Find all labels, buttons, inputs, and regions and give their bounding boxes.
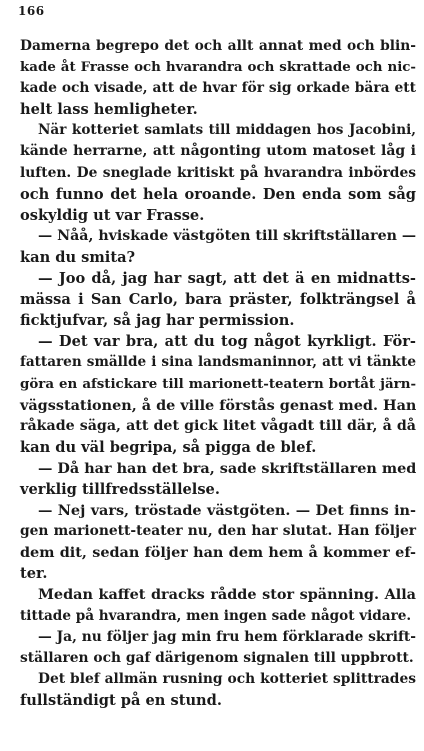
text-line: ter. [20, 565, 48, 583]
text-line: Det blef allmän rusning och kotteriet splittrades [38, 670, 416, 687]
text-line: — Joo då, jag har sagt, att det ä en midnatts- [38, 270, 416, 288]
text-line: kade åt Frasse och hvarandra och skrattade och nic- [20, 59, 416, 76]
text-line: kan du väl begripa, så pigga de blef. [20, 438, 317, 456]
text-line: fattaren smällde i sina landsmaninnor, att vi tänkte [20, 354, 416, 371]
text-line: — Nej vars, tröstade västgöten. — Det finns in- [38, 502, 416, 520]
text-line: — Då har han det bra, sade skriftställaren med [38, 459, 417, 477]
text-line: gen marionett-teater nu, den har slutat. Han följer [20, 523, 416, 540]
text-line: och funno det hela oroande. Den enda som såg [20, 185, 416, 203]
text-line: tittade på hvarandra, men ingen sade något vidare. [20, 607, 412, 624]
text-line: ficktjufvar, så jag har permission. [20, 312, 295, 330]
page-number: 166 [18, 4, 45, 18]
text-line: oskyldig ut var Frasse. [20, 206, 205, 224]
text-line: ställaren och gaf därigenom signalen till uppbrott. [20, 649, 414, 666]
text-line: Medan kaffet dracks rådde stor spänning. Alla [38, 586, 416, 604]
text-line: — Ja, nu följer jag min fru hem förklarade skrift- [38, 628, 416, 645]
text-line: — Nåå, hviskade västgöten till skriftställaren — [38, 227, 417, 244]
text-line: fullständigt på en stund. [20, 691, 222, 709]
text-line: vägsstationen, å de ville förstås genast med. Han [20, 396, 417, 414]
text-line: När kotteriet samlats till middagen hos Jacobini, [38, 122, 416, 139]
text-line: kan du smita? [20, 248, 136, 266]
text-line: kände herrarne, att någonting utom matoset låg i [20, 143, 416, 160]
text-line: mässa i San Carlo, bara präster, folkträngsel å [20, 291, 416, 309]
body-text [20, 36, 416, 711]
text-line: helt lass hemligheter. [20, 101, 198, 119]
text-line: Damerna begrepo det och allt annat med och blin- [20, 38, 416, 54]
text-line: dem dit, sedan följer han dem hem å kommer ef- [20, 544, 416, 562]
text-line: göra en afstickare till marionett-teatern bortåt järn- [20, 375, 416, 392]
text-line: luften. De sneglade kritiskt på hvarandra inbördes [20, 164, 416, 181]
text-line: råkade säga, att det gick litet vågadt till där, å då [20, 417, 416, 434]
text-line: kade och visade, att de hvar för sig orkade bära ett [20, 80, 416, 97]
text-line: — Det var bra, att du tog något kyrkligt. För- [38, 333, 416, 351]
text-line: verklig tillfredsställelse. [20, 480, 220, 498]
